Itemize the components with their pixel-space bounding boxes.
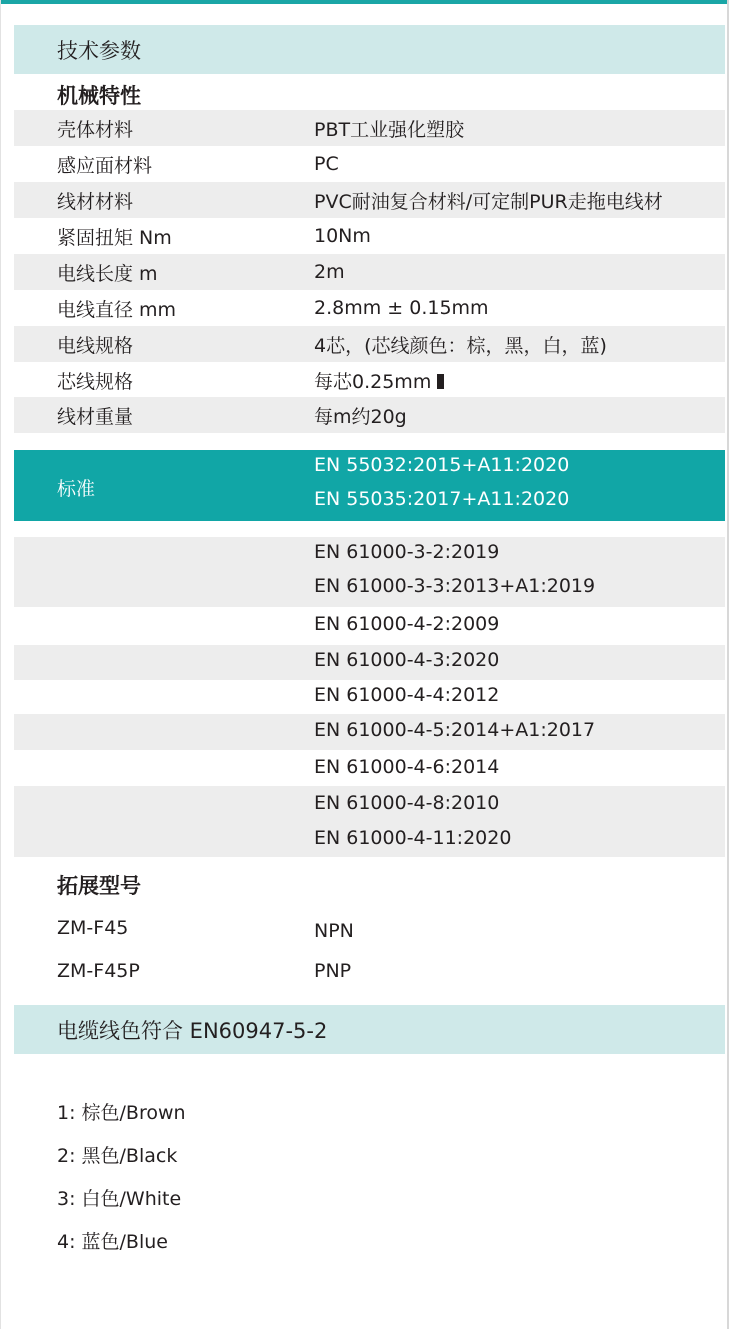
spec-label: 芯线规格 [57, 370, 134, 393]
standard-item: EN 55032:2015+A11:2020 [314, 454, 570, 476]
square-mark-icon [437, 374, 444, 389]
standards-block [14, 786, 725, 857]
model-output-type: PNP [314, 960, 352, 982]
standards-block [14, 750, 725, 786]
standard-item: EN 61000-4-6:2014 [314, 756, 500, 778]
left-border [0, 0, 1, 1329]
spec-value: PC [314, 153, 339, 175]
standard-item: EN 61000-4-8:2010 [314, 792, 500, 814]
standard-item: EN 61000-4-4:2012 [314, 684, 500, 706]
cable-color-heading: 电缆线色符合 EN60947-5-2 [57, 1018, 328, 1043]
spec-row-cable-material [14, 182, 725, 218]
standard-item: EN 55035:2017+A11:2020 [314, 488, 570, 510]
spec-value: 2m [314, 261, 345, 283]
spec-label: 电线直径 mm [57, 298, 177, 321]
standard-item: EN 61000-3-3:2013+A1:2019 [314, 575, 596, 597]
standards-block [14, 714, 725, 750]
spec-row-torque [14, 218, 725, 254]
spec-value: PVC耐油复合材料/可定制PUR走拖电线材 [314, 190, 663, 213]
spec-label: 线材重量 [57, 405, 134, 428]
spec-value: 每芯0.25mm [314, 370, 432, 393]
spec-label: 电线长度 m [57, 262, 158, 285]
spec-label: 线材材料 [57, 190, 134, 213]
spec-label: 感应面材料 [57, 154, 153, 177]
standards-block [14, 537, 725, 607]
spec-value: 4芯，(芯线颜色：棕，黑，白，蓝) [314, 334, 607, 357]
spec-label: 壳体材料 [57, 118, 134, 141]
cable-color-item: 4: 蓝色/Blue [57, 1231, 168, 1253]
spec-row-sensing-face [14, 146, 725, 182]
standard-item: EN 61000-4-5:2014+A1:2017 [314, 719, 596, 741]
standard-item: EN 61000-4-3:2020 [314, 649, 500, 671]
standards-block [14, 645, 725, 680]
spec-row-weight [14, 397, 725, 433]
standard-item: EN 61000-4-2:2009 [314, 613, 500, 635]
spec-row-cable-length [14, 254, 725, 290]
mechanical-title: 机械特性 [57, 84, 141, 108]
spec-row-cable-diameter [14, 290, 725, 326]
spec-heading-band [14, 25, 725, 74]
cable-color-item: 2: 黑色/Black [57, 1145, 178, 1167]
cable-color-item: 3: 白色/White [57, 1188, 182, 1210]
standards-block [14, 680, 725, 714]
standards-block [14, 607, 725, 645]
spec-value: 每m约20g [314, 405, 407, 428]
spec-value: 10Nm [314, 225, 371, 247]
spec-value-wrap [314, 367, 444, 394]
models-title: 拓展型号 [57, 874, 141, 898]
spec-label: 紧固扭矩 Nm [57, 226, 172, 249]
standard-item: EN 61000-3-2:2019 [314, 541, 500, 563]
cable-color-heading-band [14, 1005, 725, 1054]
model-name: ZM-F45P [57, 960, 140, 982]
spec-row-housing [14, 110, 725, 146]
spec-label: 电线规格 [57, 334, 134, 357]
standard-item: EN 61000-4-11:2020 [314, 827, 512, 849]
top-accent-line [0, 0, 729, 4]
spec-value: 2.8mm ± 0.15mm [314, 297, 489, 319]
model-output-type: NPN [314, 920, 354, 942]
standards-bar [14, 450, 725, 521]
spec-row-cable-spec [14, 326, 725, 362]
spec-row-core-spec [14, 362, 725, 398]
spec-value: PBT工业强化塑胶 [314, 118, 465, 141]
cable-color-item: 1: 棕色/Brown [57, 1102, 186, 1124]
standards-label: 标准 [57, 478, 96, 500]
spec-heading: 技术参数 [57, 38, 141, 63]
model-name: ZM-F45 [57, 917, 129, 939]
